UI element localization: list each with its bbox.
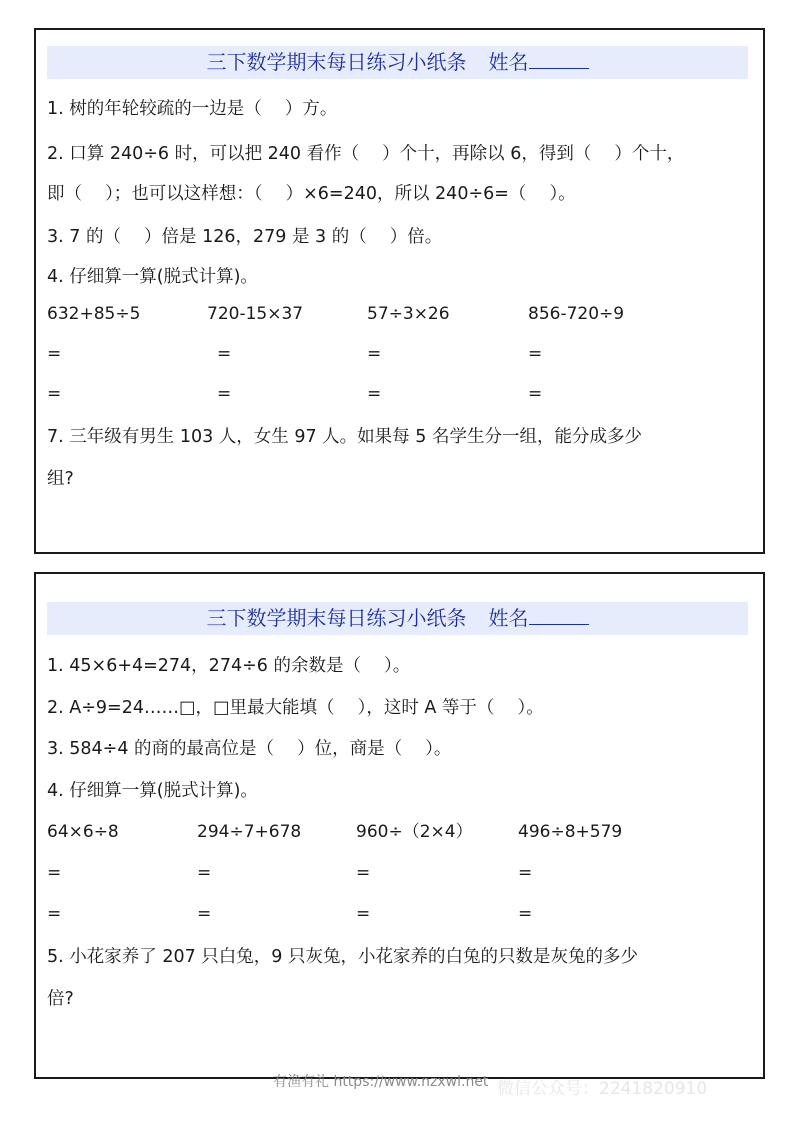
question-3: 3. 7 的（ ）倍是 126，279 是 3 的（ ）倍。	[47, 227, 443, 247]
worksheet-card-2	[34, 572, 765, 1079]
word-problem-line-1: 7. 三年级有男生 103 人，女生 97 人。如果每 5 名学生分一组，能分成多少	[47, 427, 642, 447]
equals-sign: =	[47, 344, 62, 364]
question-2-line-1: 2. 口算 240÷6 时，可以把 240 看作（ ）个十，再除以 6，得到（ ）个十，	[47, 144, 685, 164]
question-4-heading: 4. 仔细算一算(脱式计算)。	[47, 267, 258, 287]
question-1: 1. 45×6+4=274，274÷6 的余数是（ ）。	[47, 656, 411, 676]
name-blank[interactable]	[529, 606, 589, 625]
calculation-4: 496÷8+579	[518, 822, 623, 842]
worksheet-title: 三下数学期末每日练习小纸条	[206, 50, 467, 74]
calculation-4: 856-720÷9	[528, 304, 625, 324]
question-4-heading: 4. 仔细算一算(脱式计算)。	[47, 781, 258, 801]
word-problem-line-2: 倍?	[47, 989, 74, 1009]
question-3: 3. 584÷4 的商的最高位是（ ）位，商是（ ）。	[47, 739, 452, 759]
word-problem-line-1: 5. 小花家养了 207 只白兔，9 只灰兔，小花家养的白兔的只数是灰兔的多少	[47, 947, 638, 967]
equals-sign: =	[47, 863, 62, 883]
equals-sign: =	[528, 344, 543, 364]
name-blank[interactable]	[529, 50, 589, 69]
calculation-2: 294÷7+678	[197, 822, 302, 842]
watermark-faint-text: 微信公众号：2241820910	[497, 1079, 708, 1099]
calculation-1: 64×6÷8	[47, 822, 119, 842]
equals-sign: =	[217, 344, 232, 364]
equals-sign: =	[47, 904, 62, 924]
equals-sign: =	[528, 384, 543, 404]
equals-sign: =	[197, 863, 212, 883]
watermark-text: 有渔有礼 https://www.nzxwl.net	[273, 1074, 489, 1090]
equals-sign: =	[356, 863, 371, 883]
worksheet-title: 三下数学期末每日练习小纸条	[206, 606, 467, 630]
question-1: 1. 树的年轮较疏的一边是（ ）方。	[47, 99, 338, 119]
worksheet-title-bar	[47, 602, 748, 635]
equals-sign: =	[47, 384, 62, 404]
name-label: 姓名	[488, 50, 529, 74]
question-2: 2. A÷9=24……□，□里最大能填（ ），这时 A 等于（ ）。	[47, 698, 544, 718]
worksheet-title-bar	[47, 46, 748, 79]
calculation-3: 57÷3×26	[367, 304, 450, 324]
name-label: 姓名	[488, 606, 529, 630]
calculation-2: 720-15×37	[207, 304, 304, 324]
equals-sign: =	[217, 384, 232, 404]
equals-sign: =	[356, 904, 371, 924]
calculation-3: 960÷（2×4）	[356, 822, 473, 842]
equals-sign: =	[518, 904, 533, 924]
equals-sign: =	[518, 863, 533, 883]
equals-sign: =	[367, 384, 382, 404]
calculation-1: 632+85÷5	[47, 304, 141, 324]
worksheet-card-1	[34, 28, 765, 554]
word-problem-line-2: 组?	[47, 469, 74, 489]
equals-sign: =	[197, 904, 212, 924]
question-2-line-2: 即（ ）；也可以这样想：（ ）×6=240，所以 240÷6=（ ）。	[47, 184, 576, 204]
equals-sign: =	[367, 344, 382, 364]
